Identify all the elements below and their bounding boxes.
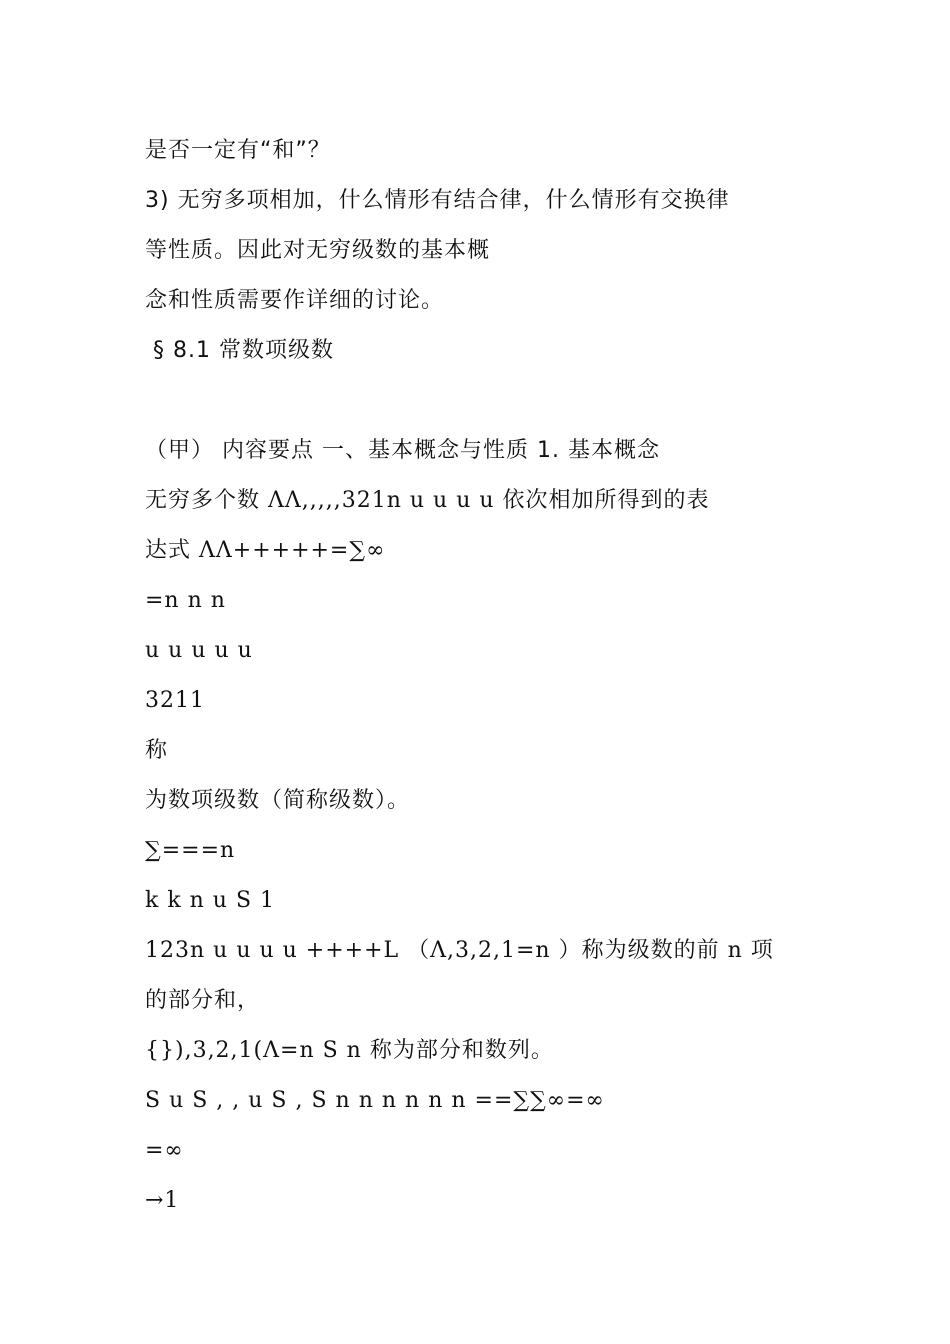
text-line-partial-sum-cont: 的部分和，	[145, 988, 261, 1013]
text-line-point-3: 3) 无穷多项相加，什么情形有结合律，什么情形有交换律	[145, 188, 730, 213]
text-line-called: 称	[145, 738, 169, 763]
text-line-properties: 等性质。因此对无穷级数的基本概	[145, 238, 491, 263]
subsection-heading: （甲） 内容要点 一、基本概念与性质 1. 基本概念	[145, 438, 660, 463]
text-line-discussion: 念和性质需要作详细的讨论。	[145, 288, 445, 313]
text-line-sequence: {}),3,2,1(Λ=n S n 称为部分和数列。	[145, 1038, 554, 1063]
text-line-definition: 无穷多个数 ΛΛ,,,,,321n u u u u 依次相加所得到的表	[145, 488, 710, 513]
formula-fragment-2: u u u u u	[145, 638, 253, 663]
section-heading: § 8.1 常数项级数	[145, 338, 334, 363]
formula-fragment-7: =∞	[145, 1138, 184, 1163]
formula-fragment-8: →1	[145, 1188, 180, 1213]
text-line-series-name: 为数项级数（简称级数）。	[145, 788, 411, 813]
text-line-partial-sum: 123n u u u u ++++L （Λ,3,2,1=n ）称为级数的前 n 项	[145, 938, 774, 963]
text-line-expression: 达式 ΛΛ+++++=∑∞	[145, 538, 386, 563]
formula-fragment-3: 3211	[145, 688, 205, 713]
text-line-question: 是否一定有“和”？	[145, 138, 331, 163]
formula-fragment-4: ∑===n	[145, 838, 236, 863]
formula-fragment-5: k k n u S 1	[145, 888, 276, 913]
formula-fragment-1: =n n n	[145, 588, 226, 613]
formula-fragment-6: S u S , , u S , S n n n n n n ==∑∑∞=∞	[145, 1088, 605, 1113]
